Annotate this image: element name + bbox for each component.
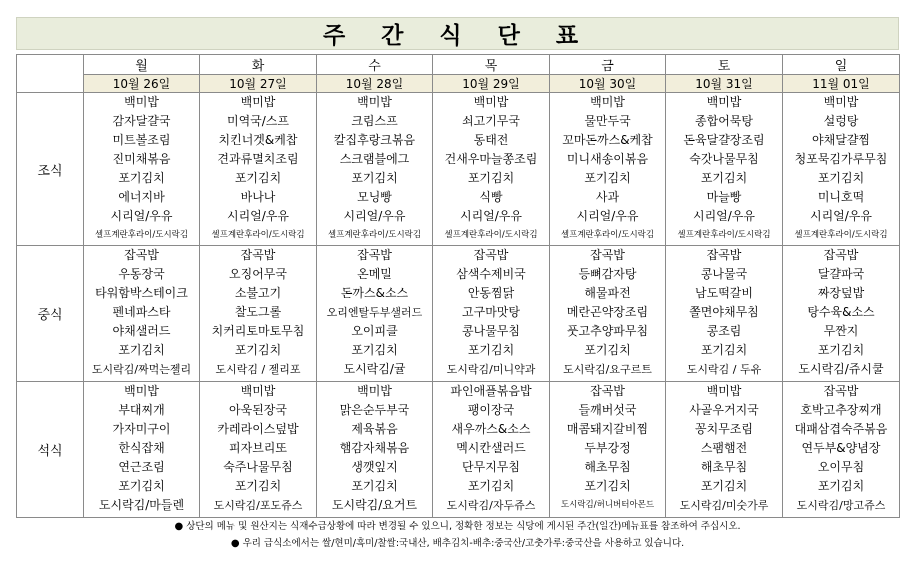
menu-item: 펜네파스타 [112, 305, 171, 319]
menu-item: 포기김치 [351, 479, 398, 493]
footnote-2 [0, 535, 915, 549]
menu-item: 포기김치 [467, 171, 515, 185]
menu-item: 무짠지 [823, 324, 859, 338]
page-title: 주 간 식 단 표 [322, 23, 593, 49]
menu-item: 해초무침 [700, 460, 748, 474]
menu-item: 도시락김 / 젤리포 [215, 363, 301, 376]
menu-item: 두부강정 [584, 441, 631, 455]
menu-cell [783, 382, 900, 518]
menu-item: 포기김치 [118, 479, 165, 493]
menu-item: 종합어묵탕 [695, 114, 753, 128]
footnote-text: 우리 급식소에서는 쌀/현미/흑미/찰쌀:국내산, 배추김치-배추:중국산/고춧가루:중국산을 사용하고 있습니다. [242, 538, 685, 549]
menu-item: 포기김치 [118, 171, 165, 185]
menu-item: 동태전 [473, 133, 509, 147]
day-header: 일 [783, 55, 900, 75]
menu-item: 꽁치무조림 [695, 422, 753, 436]
menu-item: 시리얼/우유 [576, 209, 639, 223]
bullet-icon: ● [174, 521, 184, 532]
menu-item: 백미밥 [240, 95, 276, 109]
menu-item: 시리얼/우유 [809, 209, 872, 223]
menu-item: 쫄면야채무침 [689, 305, 759, 319]
menu-item: 대패삼겹숙주볶음 [794, 422, 888, 436]
menu-item: 백미밥 [240, 384, 276, 398]
menu-item: 우동장국 [118, 267, 165, 281]
day-header: 금 [550, 55, 666, 75]
menu-item: 가자미구이 [112, 422, 171, 436]
day-header: 토 [666, 55, 783, 75]
menu-item: 잡곡밥 [357, 248, 392, 262]
menu-item: 숙주나물무침 [223, 460, 293, 474]
menu-item: 야채달걀찜 [812, 133, 870, 147]
day-header: 수 [317, 55, 433, 75]
meal-row [17, 382, 900, 518]
menu-cell [433, 382, 550, 518]
menu-item: 건새우마늘쫑조림 [444, 152, 538, 166]
menu-cell [550, 246, 666, 382]
menu-item: 마늘빵 [706, 190, 742, 204]
date-header: 10월 27일 [200, 75, 317, 93]
menu-cell [433, 93, 550, 246]
menu-cell [200, 246, 317, 382]
menu-item: 포기김치 [817, 479, 865, 493]
menu-cell [666, 382, 783, 518]
menu-item: 햄감자채볶음 [339, 441, 410, 455]
menu-item: 도시락김/미니약과 [446, 363, 536, 376]
menu-cell [433, 246, 550, 382]
menu-item: 풋고추양파무침 [566, 324, 649, 338]
menu-item: 도시락김/짜먹는젤리 [91, 363, 192, 376]
menu-item: 시리얼/우유 [226, 209, 289, 223]
meal-row [17, 93, 900, 246]
menu-item: 부대찌개 [118, 403, 165, 417]
menu-item: 미역국/스프 [226, 114, 289, 128]
menu-item: 잡곡밥 [240, 248, 276, 262]
menu-item: 백미밥 [706, 95, 742, 109]
menu-item: 잡곡밥 [473, 248, 509, 262]
title-bar [16, 17, 899, 50]
menu-item: 등뼈감자탕 [578, 267, 637, 281]
menu-item: 칼집후랑크볶음 [333, 133, 416, 147]
menu-item: 설렁탕 [823, 114, 859, 128]
menu-item: 백미밥 [357, 95, 392, 109]
day-header-row [17, 55, 900, 75]
menu-item: 포기김치 [351, 171, 398, 185]
menu-item: 셀프계란후라이/도시락김 [94, 230, 189, 240]
meal-label: 석식 [17, 382, 84, 518]
menu-item: 해물파전 [584, 286, 631, 300]
menu-item: 치커리토마토무침 [211, 324, 305, 338]
menu-item: 포기김치 [584, 171, 631, 185]
menu-item: 도시락김/미숫가루 [679, 499, 769, 512]
menu-item: 도시락김/요구르트 [563, 363, 652, 376]
menu-item: 새우까스&소스 [451, 422, 531, 436]
menu-cell [200, 93, 317, 246]
menu-item: 호박고추장찌개 [800, 403, 882, 417]
menu-cell [84, 382, 200, 518]
menu-item: 온메밀 [357, 267, 392, 281]
menu-item: 돈까스&소스 [340, 286, 409, 300]
menu-item: 바나나 [240, 190, 276, 204]
menu-item: 시리얼/우유 [692, 209, 755, 223]
menu-item: 짜장덮밥 [817, 286, 865, 300]
menu-cell [550, 93, 666, 246]
menu-item: 탕수육&소스 [807, 305, 875, 319]
menu-item: 도시락김/쥬시쿨 [798, 362, 884, 376]
menu-item: 포기김치 [584, 343, 631, 357]
menu-cell [84, 246, 200, 382]
menu-item: 매콤돼지갈비찜 [566, 422, 649, 436]
day-header: 목 [433, 55, 550, 75]
menu-item: 백미밥 [590, 95, 625, 109]
menu-item: 잡곡밥 [706, 248, 742, 262]
menu-item: 미니새송이볶음 [566, 152, 649, 166]
menu-item: 피자브리또 [229, 441, 287, 455]
menu-item: 도시락김/포도쥬스 [213, 499, 303, 512]
menu-item: 야채샐러드 [112, 324, 171, 338]
date-header: 10월 26일 [84, 75, 200, 93]
menu-item: 셀프계란후라이/도시락김 [211, 230, 305, 240]
menu-item: 연두부&양념장 [801, 441, 881, 455]
meal-label: 조식 [17, 93, 84, 246]
menu-cell [200, 382, 317, 518]
menu-item: 도시락김/자두쥬스 [446, 499, 536, 512]
menu-item: 셀프계란후라이/도시락김 [794, 230, 888, 240]
menu-item: 아욱된장국 [229, 403, 287, 417]
menu-item: 백미밥 [357, 384, 392, 398]
menu-item: 해초무침 [584, 460, 631, 474]
menu-item: 잡곡밥 [590, 384, 625, 398]
menu-item: 시리얼/우유 [343, 209, 406, 223]
menu-item: 포기김치 [700, 479, 748, 493]
date-header-row [17, 75, 900, 93]
menu-item: 미트볼조림 [112, 133, 171, 147]
menu-item: 제육볶음 [351, 422, 398, 436]
menu-cell [783, 93, 900, 246]
menu-item: 미니호떡 [817, 190, 865, 204]
menu-item: 청포묵김가루무침 [794, 152, 888, 166]
menu-item: 생깻잎지 [351, 460, 398, 474]
bullet-icon: ● [230, 538, 240, 549]
menu-item: 포기김치 [584, 479, 631, 493]
menu-item: 포기김치 [234, 171, 282, 185]
menu-item: 숙갓나물무침 [689, 152, 759, 166]
day-header: 월 [84, 55, 200, 75]
menu-item: 포기김치 [234, 479, 282, 493]
menu-item: 크림스프 [351, 114, 398, 128]
menu-item: 달걀파국 [817, 267, 865, 281]
menu-item: 백미밥 [823, 95, 859, 109]
menu-item: 치킨너겟&케찹 [218, 133, 298, 147]
menu-item: 남도떡갈비 [695, 286, 753, 300]
menu-item: 포기김치 [467, 343, 515, 357]
menu-item: 잡곡밥 [823, 384, 859, 398]
menu-item: 오리엔탈두부샐러드 [326, 306, 423, 319]
menu-item: 오이무침 [817, 460, 865, 474]
menu-item: 백미밥 [706, 384, 742, 398]
menu-item: 삼색수제비국 [456, 267, 526, 281]
menu-item: 포기김치 [467, 479, 515, 493]
menu-item: 포기김치 [700, 343, 748, 357]
menu-item: 한식잡채 [118, 441, 165, 455]
date-header: 10월 31일 [666, 75, 783, 93]
menu-item: 포기김치 [351, 343, 398, 357]
menu-item: 연근조림 [118, 460, 165, 474]
menu-item: 안동찜닭 [467, 286, 515, 300]
menu-item: 시리얼/우유 [459, 209, 522, 223]
menu-item: 팽이장국 [467, 403, 515, 417]
menu-item: 백미밥 [124, 384, 159, 398]
date-header: 10월 30일 [550, 75, 666, 93]
date-header: 10월 29일 [433, 75, 550, 93]
menu-item: 감자달걀국 [112, 114, 171, 128]
menu-item: 도시락김/허니버터아몬드 [560, 500, 655, 510]
menu-item: 도시락김/망고쥬스 [796, 499, 886, 512]
menu-item: 견과류멸치조림 [217, 152, 299, 166]
menu-item: 도시락김/마들렌 [98, 498, 185, 512]
menu-item: 꼬마돈까스&케찹 [562, 133, 653, 147]
menu-item: 에너지바 [118, 190, 165, 204]
menu-item: 단무지무침 [462, 460, 520, 474]
menu-item: 잡곡밥 [124, 248, 159, 262]
menu-item: 스크램블에그 [339, 152, 410, 166]
meal-label: 중식 [17, 246, 84, 382]
menu-item: 파인애플볶음밥 [450, 384, 532, 398]
menu-cell [317, 246, 433, 382]
menu-item: 백미밥 [124, 95, 159, 109]
menu-item: 도시락김/귤 [343, 362, 406, 376]
meal-row [17, 246, 900, 382]
menu-cell [84, 93, 200, 246]
menu-item: 시리얼/우유 [110, 209, 173, 223]
menu-cell [317, 93, 433, 246]
menu-item: 모닝빵 [357, 190, 392, 204]
menu-item: 고구마맛탕 [462, 305, 520, 319]
menu-item: 콩나물무침 [462, 324, 520, 338]
menu-item: 찰도그롤 [234, 305, 282, 319]
menu-item: 포기김치 [234, 343, 282, 357]
menu-item: 콩나물국 [700, 267, 748, 281]
menu-item: 사과 [595, 190, 620, 204]
menu-item: 셀프계란후라이/도시락김 [444, 230, 538, 240]
menu-item: 진미채볶음 [112, 152, 171, 166]
menu-item: 타워함박스테이크 [95, 286, 188, 300]
menu-item: 들깨버섯국 [578, 403, 637, 417]
menu-item: 백미밥 [473, 95, 509, 109]
menu-item: 돈육달걀장조림 [683, 133, 765, 147]
date-header: 10월 28일 [317, 75, 433, 93]
menu-item: 포기김치 [817, 171, 865, 185]
menu-item: 오이피클 [351, 324, 398, 338]
menu-item: 포기김치 [118, 343, 165, 357]
menu-item: 포기김치 [817, 343, 865, 357]
menu-item: 셀프계란후라이/도시락김 [327, 230, 422, 240]
menu-item: 오징어무국 [229, 267, 287, 281]
menu-body [17, 93, 900, 518]
footnote-1 [0, 518, 915, 532]
menu-item: 셀프계란후라이/도시락김 [560, 230, 655, 240]
menu-cell [550, 382, 666, 518]
menu-item: 메란곤약장조림 [566, 305, 649, 319]
menu-item: 포기김치 [700, 171, 748, 185]
menu-item: 사골우거지국 [689, 403, 759, 417]
menu-item: 콩조림 [706, 324, 742, 338]
menu-item: 도시락김/요거트 [331, 498, 418, 512]
menu-item: 물만두국 [584, 114, 631, 128]
menu-cell [317, 382, 433, 518]
menu-item: 멕시칸샐러드 [456, 441, 526, 455]
menu-item: 잡곡밥 [823, 248, 859, 262]
menu-item: 도시락김 / 두유 [686, 363, 762, 376]
menu-cell [666, 246, 783, 382]
menu-item: 잡곡밥 [590, 248, 625, 262]
menu-item: 소불고기 [234, 286, 282, 300]
corner-cell [17, 55, 84, 93]
menu-item: 카레라이스덮밥 [217, 422, 299, 436]
date-header: 11월 01일 [783, 75, 900, 93]
menu-item: 셀프계란후라이/도시락김 [677, 230, 771, 240]
menu-table [16, 54, 900, 518]
menu-item: 식빵 [479, 190, 503, 204]
day-header: 화 [200, 55, 317, 75]
menu-item: 쇠고기무국 [462, 114, 520, 128]
menu-item: 스팸햄전 [700, 441, 748, 455]
menu-cell [783, 246, 900, 382]
footnote-text: 상단의 메뉴 및 원산지는 식재수급상황에 따라 변경될 수 있으니, 정확한 정보는 식당에 게시된 주간(일간)메뉴표를 참조하여 주십시오. [186, 521, 741, 532]
menu-item: 맑은순두부국 [339, 403, 410, 417]
menu-cell [666, 93, 783, 246]
